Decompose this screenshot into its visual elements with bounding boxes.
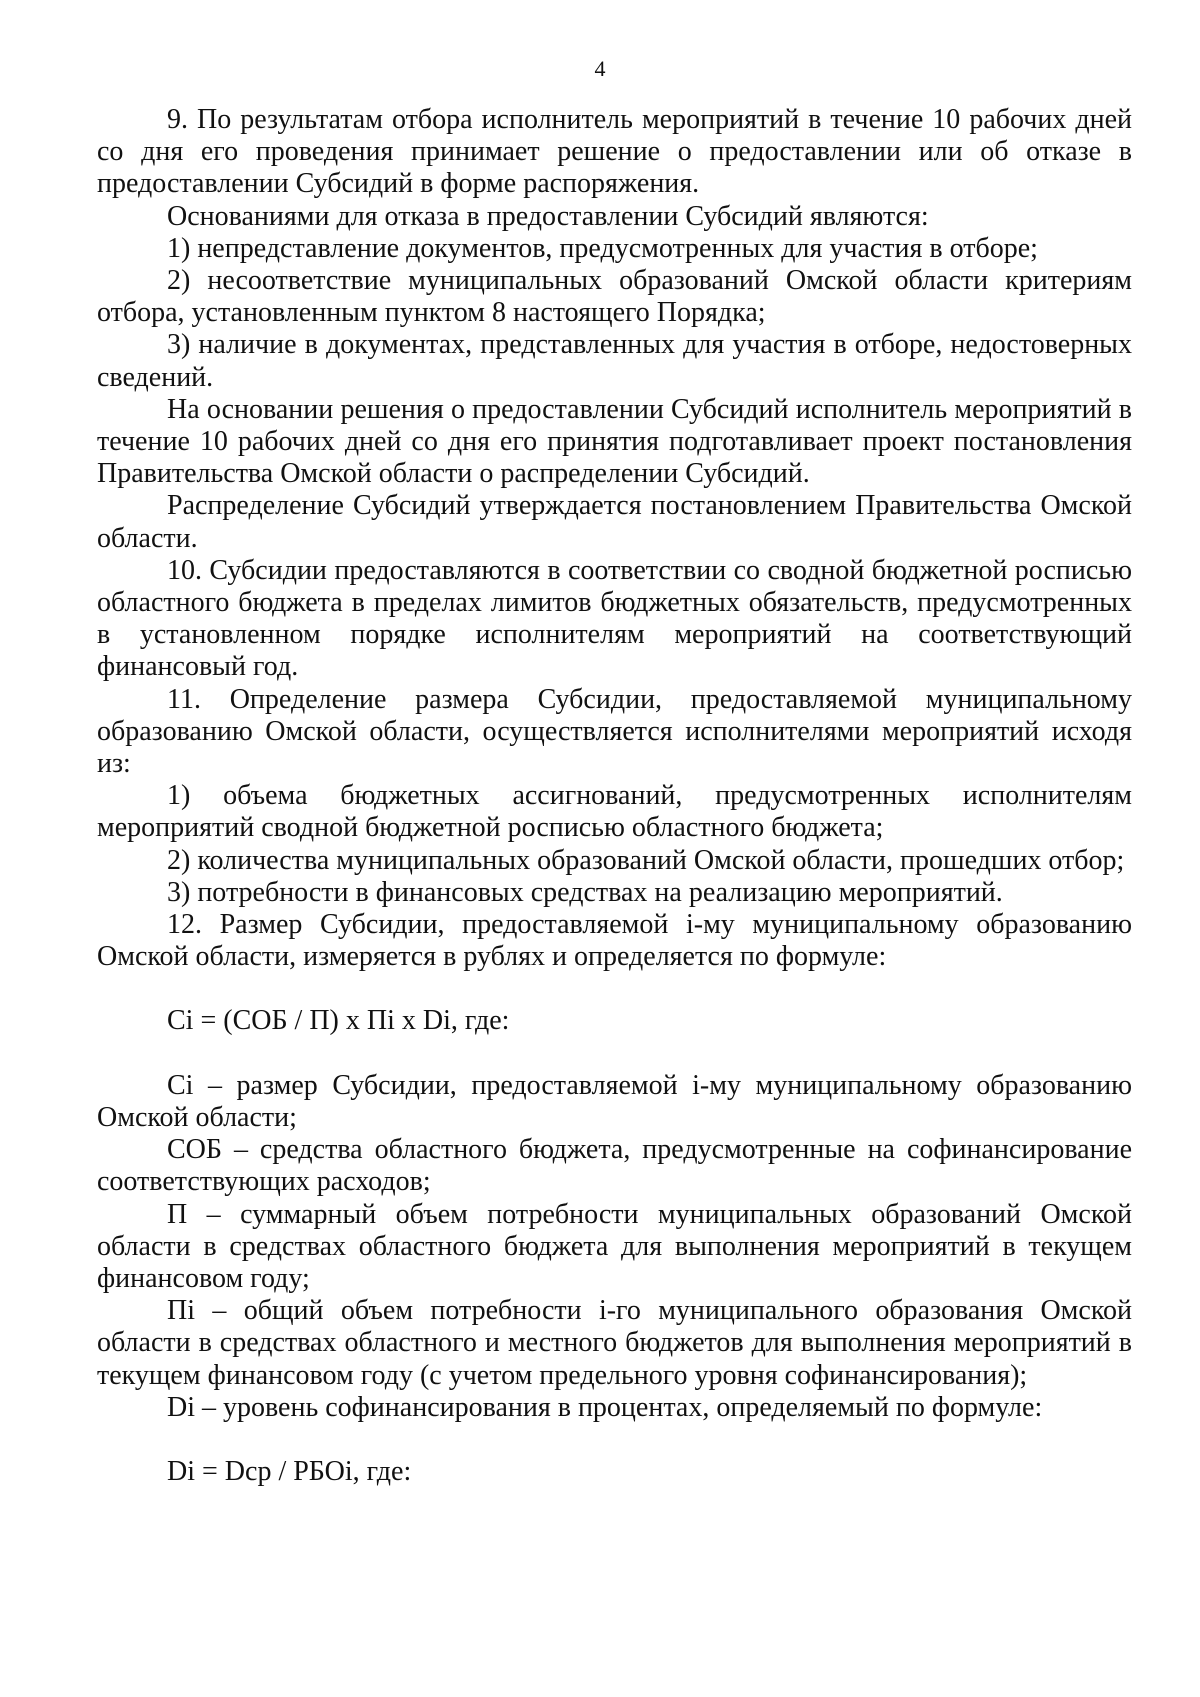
paragraph-11: 11. Определение размера Субсидии, предоставляемой муниципальному образованию Омской области, осуществляется исполнителями мероприятий исходя из:	[97, 683, 1132, 780]
document-body	[97, 104, 1132, 1488]
paragraph-distribution: Распределение Субсидий утверждается постановлением Правительства Омской области.	[97, 490, 1132, 554]
paragraph-11-item-3: 3) потребности в финансовых средствах на реализацию мероприятий.	[167, 876, 1003, 908]
definition-di: Di – уровень софинансирования в процентах, определяемый по формуле:	[167, 1391, 1043, 1423]
definition-p: П – суммарный объем потребности муниципальных образований Омской области в средствах областного бюджета для выполнения мероприятий в текущем финансовом году;	[97, 1198, 1132, 1294]
formula-ci: Ci = (СОБ / П) x Пi x Di, где:	[167, 1005, 510, 1037]
formula-di: Di = Dcp / РБОi, где:	[167, 1455, 412, 1487]
page-number: 4	[594, 56, 606, 81]
definition-sob: СОБ – средства областного бюджета, предусмотренные на софинансирование соответствующих расходов;	[97, 1134, 1132, 1198]
paragraph-11-item-1: 1) объема бюджетных ассигнований, предусмотренных исполнителям мероприятий сводной бюджетной росписью областного бюджета;	[97, 780, 1132, 844]
paragraph-refusal-item-3: 3) наличие в документах, представленных для участия в отборе, недостоверных сведений.	[97, 329, 1132, 393]
paragraph-11-item-2: 2) количества муниципальных образований Омской области, прошедших отбор;	[167, 844, 1125, 876]
paragraph-refusal-item-2: 2) несоответствие муниципальных образований Омской области критериям отбора, установленным пунктом 8 настоящего Порядка;	[97, 265, 1132, 329]
definition-ci: Ci – размер Субсидии, предоставляемой i-му муниципальному образованию Омской области;	[97, 1069, 1132, 1133]
paragraph-refusal-item-1: 1) непредставление документов, предусмотренных для участия в отборе;	[167, 232, 1038, 264]
paragraph-12: 12. Размер Субсидии, предоставляемой i-му муниципальному образованию Омской области, измеряется в рублях и определяется по формуле:	[97, 909, 1132, 973]
paragraph-10: 10. Субсидии предоставляются в соответствии со сводной бюджетной росписью областного бюджета в пределах лимитов бюджетных обязательств, предусмотренных в установленном порядке исполнителям мероприятий на соответствующий финансовый год.	[97, 554, 1132, 683]
paragraph-9: 9. По результатам отбора исполнитель мероприятий в течение 10 рабочих дней со дня его проведения принимает решение о предоставлении или об отказе в предоставлении Субсидий в форме распоряжения.	[97, 104, 1132, 200]
definition-pi: Пi – общий объем потребности i-го муниципального образования Омской области в средствах областного и местного бюджетов для выполнения мероприятий в текущем финансовом году (с учетом предельного уровня софинансирования);	[97, 1295, 1132, 1391]
paragraph-refusal-grounds: Основаниями для отказа в предоставлении Субсидий являются:	[167, 200, 929, 232]
paragraph-decision-basis: На основании решения о предоставлении Субсидий исполнитель мероприятий в течение 10 рабочих дней со дня его принятия подготавливает проект постановления Правительства Омской области о распределении Субсидий.	[97, 393, 1132, 490]
